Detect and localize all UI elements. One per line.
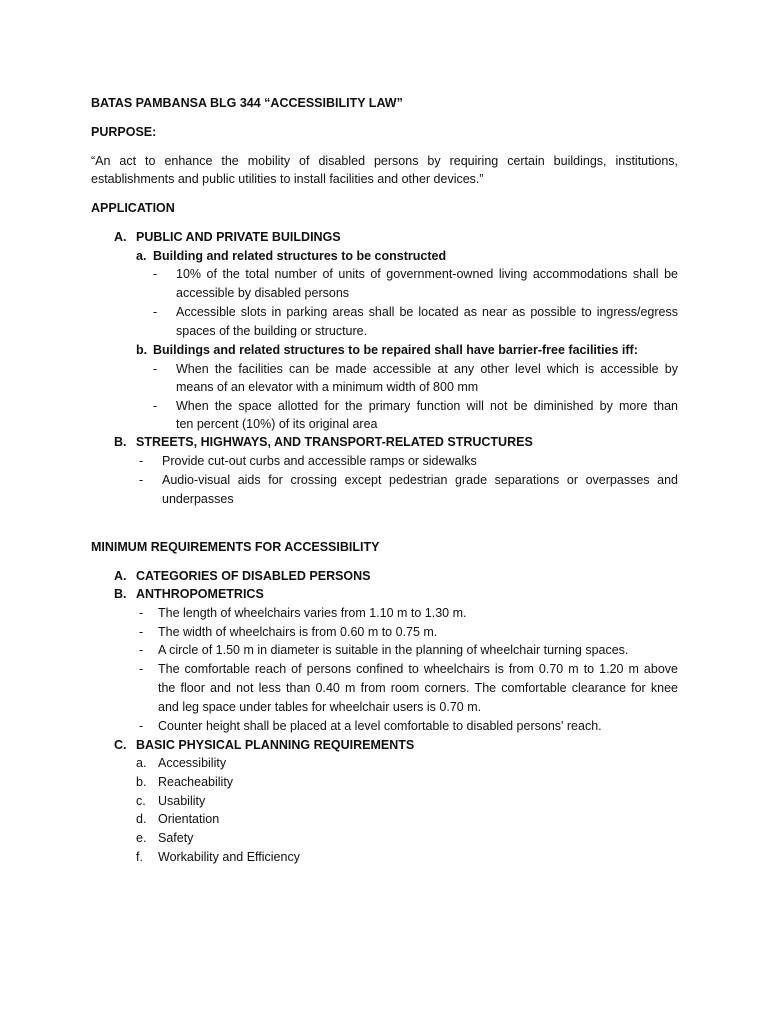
document-title: BATAS PAMBANSA BLG 344 “ACCESSIBILITY LAW” xyxy=(91,96,403,110)
list-item: spaces of the building or structure. xyxy=(176,324,368,338)
purpose-text-line: establishments and public utilities to install facilities and other devices.” xyxy=(91,172,484,186)
list-item: Audio-visual aids for crossing except pedestrian grade separations or overpasses and xyxy=(162,473,678,487)
list-item: 10% of the total number of units of government-owned living accommodations shall be xyxy=(176,267,678,281)
list-item: and leg space under tables for wheelchair users is 0.70 m. xyxy=(158,700,482,714)
list-item: the floor and not less than 0.40 m from room corners. The comfortable clearance for knee xyxy=(158,681,678,695)
list-item: Accessibility xyxy=(158,756,227,770)
list-marker: a. xyxy=(136,756,147,770)
list-bullet: - xyxy=(139,625,144,639)
list-bullet: - xyxy=(153,399,158,413)
section-heading: STREETS, HIGHWAYS, AND TRANSPORT-RELATED STRUCTURES xyxy=(136,435,533,449)
list-item: Provide cut-out curbs and accessible ramps or sidewalks xyxy=(162,454,477,468)
subsection-marker: b. xyxy=(136,343,148,357)
list-bullet: - xyxy=(139,662,144,676)
list-item: Usability xyxy=(158,794,206,808)
list-bullet: - xyxy=(139,606,144,620)
list-item: Orientation xyxy=(158,812,220,826)
list-item: When the facilities can be made accessible at any other level which is accessible by xyxy=(176,362,678,376)
section-marker: A. xyxy=(114,230,127,244)
list-item: Accessible slots in parking areas shall be located as near as possible to ingress/egress xyxy=(176,305,678,319)
list-item: The width of wheelchairs is from 0.60 m to 0.75 m. xyxy=(158,625,438,639)
list-item: Safety xyxy=(158,831,194,845)
list-item: Counter height shall be placed at a level comfortable to disabled persons' reach. xyxy=(158,719,602,733)
list-marker: e. xyxy=(136,831,147,845)
subsection-heading: Building and related structures to be constructed xyxy=(153,249,447,263)
list-item: accessible by disabled persons xyxy=(176,286,350,300)
section-marker: B. xyxy=(114,587,127,601)
list-item: underpasses xyxy=(162,492,234,506)
list-marker: f. xyxy=(136,850,143,864)
list-bullet: - xyxy=(139,473,144,487)
purpose-heading: PURPOSE: xyxy=(91,125,157,139)
list-bullet: - xyxy=(153,305,158,319)
list-bullet: - xyxy=(153,362,158,376)
list-marker: c. xyxy=(136,794,146,808)
minimum-requirements-heading: MINIMUM REQUIREMENTS FOR ACCESSIBILITY xyxy=(91,540,380,554)
section-marker: B. xyxy=(114,435,127,449)
section-heading: CATEGORIES OF DISABLED PERSONS xyxy=(136,569,371,583)
list-bullet: - xyxy=(139,643,144,657)
list-item: ten percent (10%) of its original area xyxy=(176,417,378,431)
list-item: The length of wheelchairs varies from 1.10 m to 1.30 m. xyxy=(158,606,467,620)
list-marker: d. xyxy=(136,812,147,826)
list-item: When the space allotted for the primary function will not be diminished by more than xyxy=(176,399,678,413)
subsection-marker: a. xyxy=(136,249,147,263)
section-heading: ANTHROPOMETRICS xyxy=(136,587,264,601)
section-heading: BASIC PHYSICAL PLANNING REQUIREMENTS xyxy=(136,738,415,752)
application-heading: APPLICATION xyxy=(91,201,175,215)
subsection-heading: Buildings and related structures to be repaired shall have barrier-free facilities iff: xyxy=(153,343,638,357)
section-marker: A. xyxy=(114,569,127,583)
list-bullet: - xyxy=(139,719,144,733)
list-marker: b. xyxy=(136,775,147,789)
list-item: means of an elevator with a minimum width of 800 mm xyxy=(176,380,479,394)
list-item: A circle of 1.50 m in diameter is suitable in the planning of wheelchair turning spaces. xyxy=(158,643,629,657)
section-heading: PUBLIC AND PRIVATE BUILDINGS xyxy=(136,230,341,244)
list-item: Workability and Efficiency xyxy=(158,850,300,864)
list-bullet: - xyxy=(139,454,144,468)
list-item: Reacheability xyxy=(158,775,234,789)
section-marker: C. xyxy=(114,738,127,752)
list-bullet: - xyxy=(153,267,158,281)
purpose-text-line: “An act to enhance the mobility of disabled persons by requiring certain buildings, institutions, xyxy=(91,154,678,168)
list-item: The comfortable reach of persons confined to wheelchairs is from 0.70 m to 1.20 m above xyxy=(158,662,678,676)
